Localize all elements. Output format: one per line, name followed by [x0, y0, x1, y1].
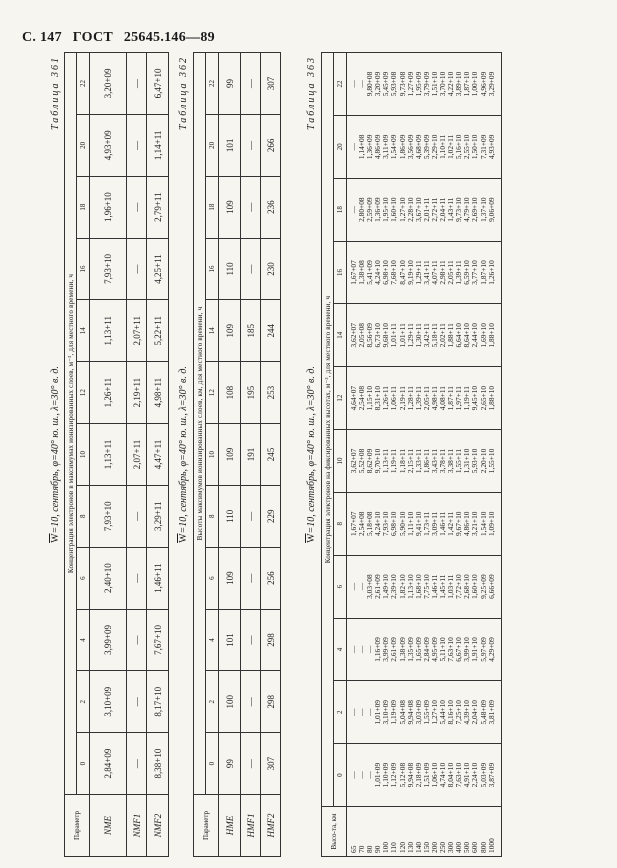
value-cell: 298 — [261, 671, 281, 733]
value-column: — — — 1,01+09 1,10+09 1,12+09 5,12+08 9,94+08 2,18+09 1,51+09 1,06+10 4,74+10 8,04+10 7,63+10 4,91+10 2,24+10 5,03+09 3,87+09 — [347, 744, 502, 807]
value-cell: 2,07+11 — [127, 424, 147, 486]
value-cell: — — [241, 238, 261, 300]
value-cell: — — [127, 176, 147, 238]
value-cell: 109 — [219, 300, 241, 362]
value-cell: 2,84+09 — [90, 733, 127, 795]
value-cell: 244 — [261, 300, 281, 362]
hour-cell: 12 — [77, 362, 90, 424]
hour-cell: 12 — [206, 362, 219, 424]
param-name: NMF1 — [127, 795, 147, 857]
table-row — [261, 53, 281, 857]
value-cell: 191 — [241, 424, 261, 486]
hour-cell: 10 — [206, 424, 219, 486]
table-361-caption: Концентрация электронов в максимумах ионизированных слоев, м⁻³, для местного времени, ч — [65, 53, 77, 795]
standard-code: 25645.146—89 — [123, 30, 215, 45]
value-cell: 4,93+09 — [90, 114, 127, 176]
hour-cell: 2 — [206, 671, 219, 733]
value-column: 1,67+07 2,54+08 5,18+08 4,24+10 7,93+10 6,98+10 5,90+10 1,11+10 9,41+10 1,73+11 3,09+11 1,46+11 1,42+11 9,67+10 4,86+10 3,21+10 1,54+10 1,09+10 — [347, 492, 502, 555]
value-cell: 195 — [241, 362, 261, 424]
value-cell: 307 — [261, 733, 281, 795]
value-column: — — 9,80+08 3,20+09 5,45+09 5,93+08 9,73+08 1,27+09 1,95+09 3,79+09 1,51+10 3,70+10 4,22+10 3,89+10 1,87+10 1,00+10 4,96+09 3,29+09 — [347, 53, 502, 116]
value-cell: 101 — [219, 609, 241, 671]
value-cell: 185 — [241, 300, 261, 362]
value-cell: — — [241, 671, 261, 733]
value-cell: 99 — [219, 733, 241, 795]
value-column: — — — 1,01+09 3,10+09 1,19+09 5,04+08 9,94+08 3,03+09 1,55+09 1,27+10 5,44+10 8,16+10 7,25+10 4,39+10 2,04+10 5,48+09 3,81+09 — [347, 681, 502, 744]
table-363-caption: Концентрация электронов на фиксированных высотах, м⁻³, для местного времени, ч — [322, 53, 334, 807]
table-row — [219, 53, 241, 857]
hour-cell: 22 — [206, 53, 219, 115]
hour-cell: 2 — [334, 681, 347, 744]
table-362 — [193, 52, 281, 857]
hour-cell: 8 — [77, 485, 90, 547]
hour-cell: 16 — [206, 238, 219, 300]
page-number: С. 147 — [22, 30, 62, 45]
value-cell: 1,46+11 — [147, 547, 169, 609]
value-cell: — — [241, 176, 261, 238]
hour-cell: 12 — [334, 367, 347, 430]
value-column: 3,62+07 2,05+08 8,56+09 6,73+10 9,68+10 1,01+11 1,01+11 1,29+11 1,30+11 3,42+11 5,18+11 2,02+11 1,88+11 6,64+10 8,64+10 2,44+10 1,69+10 1,88+10 — [347, 304, 502, 367]
table-362-caption: Высоты максимумов ионизированных слоев, км, для местного времени, ч — [194, 53, 206, 795]
value-cell: 1,14+11 — [147, 114, 169, 176]
value-cell: 2,07+11 — [127, 300, 147, 362]
value-cell: 1,13+11 — [90, 424, 127, 486]
hour-cell: 2 — [77, 671, 90, 733]
table-362-conditions: $\overline{W}=10$, сентябрь, φ=40° ю. ш., λ=30° в. д. — [178, 366, 189, 543]
value-cell: — — [241, 53, 261, 115]
hour-cell: 20 — [77, 114, 90, 176]
value-cell: — — [127, 671, 147, 733]
hour-cell: 10 — [77, 424, 90, 486]
hour-cell: 6 — [334, 555, 347, 618]
height-column: 65 70 80 90 100 110 120 130 140 150 200 250 300 400 500 600 800 1000 — [347, 807, 502, 857]
table-361-label: Таблица 361 — [50, 56, 61, 130]
param-header: Параметр — [65, 795, 90, 857]
value-cell: 245 — [261, 424, 281, 486]
value-column: 1,67+07 1,38+08 5,41+09 4,24+10 6,98+10 7,68+10 8,47+10 9,19+10 1,29+11 3,41+11 4,07+11 2,98+11 2,05+11 1,39+11 6,59+10 3,77+10 1,87+10 1,26+10 — [347, 241, 502, 304]
value-cell: 2,79+11 — [147, 176, 169, 238]
page-header — [22, 30, 222, 46]
value-cell: — — [127, 53, 147, 115]
table-363-label: Таблица 363 — [306, 56, 317, 130]
table-362-label: Таблица 362 — [178, 56, 189, 130]
param-name: HMF1 — [241, 795, 261, 857]
hour-cell: 6 — [206, 547, 219, 609]
value-cell: 307 — [261, 53, 281, 115]
table-row — [241, 53, 261, 857]
value-cell: — — [241, 485, 261, 547]
value-cell: — — [127, 485, 147, 547]
value-cell: — — [241, 733, 261, 795]
value-cell: 229 — [261, 485, 281, 547]
table-363-conditions: $\overline{W}=10$, сентябрь, φ=40° ю. ш., λ=30° в. д. — [306, 366, 317, 543]
hour-cell: 0 — [334, 744, 347, 807]
value-cell: 109 — [219, 424, 241, 486]
value-cell: 110 — [219, 485, 241, 547]
value-cell: — — [127, 114, 147, 176]
value-column: 4,64+07 2,54+08 1,15+10 8,31+10 1,26+11 1,06+11 2,19+11 1,28+11 1,39+11 2,05+11 4,98+11 4,08+11 1,87+11 1,97+11 1,19+11 9,45+10 2,65+10 1,88+10 — [347, 367, 502, 430]
value-column: — 2,80+08 2,59+09 1,36+09 1,95+10 1,60+10 1,27+10 2,28+10 3,67+10 2,01+11 2,72+11 2,04+11 1,43+11 9,73+10 4,79+10 2,69+10 1,37+10 9,06+09 — [347, 178, 502, 241]
value-column: — 1,14+08 1,36+09 4,86+09 3,11+09 1,54+09 1,86+09 3,56+09 4,68+09 5,39+09 2,29+10 1,10+11 1,02+11 5,16+10 2,55+10 1,50+10 7,31+09 4,93+09 — [347, 115, 502, 178]
value-cell: — — [241, 547, 261, 609]
value-cell: 2,40+10 — [90, 547, 127, 609]
value-column: — — 3,03+08 2,61+09 1,49+10 2,39+10 1,82+10 1,13+10 1,68+10 7,75+10 1,46+11 1,45+11 1,03+11 7,72+10 2,68+10 1,60+10 9,25+09 6,66+09 — [347, 555, 502, 618]
table-row — [90, 53, 127, 857]
value-cell: 3,10+09 — [90, 671, 127, 733]
value-cell: — — [127, 733, 147, 795]
table-row — [147, 53, 169, 857]
param-name: HME — [219, 795, 241, 857]
hour-cell: 16 — [77, 238, 90, 300]
value-cell: — — [241, 609, 261, 671]
hour-cell: 20 — [206, 114, 219, 176]
height-header: Высо-та, км — [322, 807, 347, 857]
value-cell: 7,93+10 — [90, 485, 127, 547]
value-cell: 8,38+10 — [147, 733, 169, 795]
hour-cell: 18 — [77, 176, 90, 238]
value-cell: 3,29+11 — [147, 485, 169, 547]
value-cell: 100 — [219, 671, 241, 733]
param-name: NME — [90, 795, 127, 857]
value-cell: 266 — [261, 114, 281, 176]
value-cell: 5,22+11 — [147, 300, 169, 362]
hour-cell: 22 — [77, 53, 90, 115]
hour-cell: 8 — [334, 492, 347, 555]
value-cell: 7,67+10 — [147, 609, 169, 671]
value-column: 3,62+07 5,52+08 8,62+09 9,70+10 1,13+11 1,19+11 1,18+11 2,15+11 1,33+11 1,86+11 3,43+11 3,78+11 3,38+11 1,55+11 1,31+10 5,93+10 2,20+10 1,55+10 — [347, 430, 502, 493]
hour-cell: 10 — [334, 430, 347, 493]
value-cell: 256 — [261, 547, 281, 609]
table-row — [127, 53, 147, 857]
hour-cell: 8 — [206, 485, 219, 547]
value-cell: 99 — [219, 53, 241, 115]
value-cell: 7,93+10 — [90, 238, 127, 300]
param-name: HMF2 — [261, 795, 281, 857]
standard-name: ГОСТ — [72, 30, 114, 45]
value-cell: 109 — [219, 176, 241, 238]
hour-cell: 4 — [334, 618, 347, 681]
value-cell: 1,96+10 — [90, 176, 127, 238]
value-cell: 108 — [219, 362, 241, 424]
hour-cell: 14 — [334, 304, 347, 367]
hour-cell: 4 — [206, 609, 219, 671]
table-361-conditions: $\overline{W}=10$, сентябрь, φ=40° ю. ш., λ=30° в. д. — [50, 366, 61, 543]
value-cell: 1,13+11 — [90, 300, 127, 362]
hour-cell: 0 — [77, 733, 90, 795]
hour-cell: 14 — [206, 300, 219, 362]
hour-cell: 0 — [206, 733, 219, 795]
hour-cell: 22 — [334, 53, 347, 116]
hour-cell: 14 — [77, 300, 90, 362]
value-cell: 8,17+10 — [147, 671, 169, 733]
value-cell: 3,99+09 — [90, 609, 127, 671]
table-363 — [321, 52, 502, 857]
value-column: — — — 1,16+09 3,99+09 2,61+09 1,38+09 1,35+09 1,65+09 2,84+09 4,95+09 5,11+10 7,63+10 6,67+10 3,99+10 1,91+10 5,97+09 4,29+09 — [347, 618, 502, 681]
table-361 — [64, 52, 169, 857]
hour-cell: 18 — [206, 176, 219, 238]
value-cell: — — [127, 547, 147, 609]
hour-cell: 18 — [334, 178, 347, 241]
value-cell: 298 — [261, 609, 281, 671]
hour-cell: 6 — [77, 547, 90, 609]
value-cell: 1,26+11 — [90, 362, 127, 424]
hour-cell: 20 — [334, 115, 347, 178]
hour-cell: 4 — [77, 609, 90, 671]
value-cell: 110 — [219, 238, 241, 300]
value-cell: 253 — [261, 362, 281, 424]
value-cell: 4,98+11 — [147, 362, 169, 424]
value-cell: 4,25+11 — [147, 238, 169, 300]
param-name: NMF2 — [147, 795, 169, 857]
value-cell: 2,19+11 — [127, 362, 147, 424]
value-cell: 3,20+09 — [90, 53, 127, 115]
table-body-row — [347, 53, 502, 857]
value-cell: 236 — [261, 176, 281, 238]
value-cell: 230 — [261, 238, 281, 300]
value-cell: — — [241, 114, 261, 176]
value-cell: 101 — [219, 114, 241, 176]
value-cell: 109 — [219, 547, 241, 609]
value-cell: — — [127, 609, 147, 671]
param-header: Параметр — [194, 795, 219, 857]
value-cell: 4,47+11 — [147, 424, 169, 486]
hour-cell: 16 — [334, 241, 347, 304]
value-cell: — — [127, 238, 147, 300]
value-cell: 6,47+10 — [147, 53, 169, 115]
rotated-tables — [50, 52, 605, 857]
